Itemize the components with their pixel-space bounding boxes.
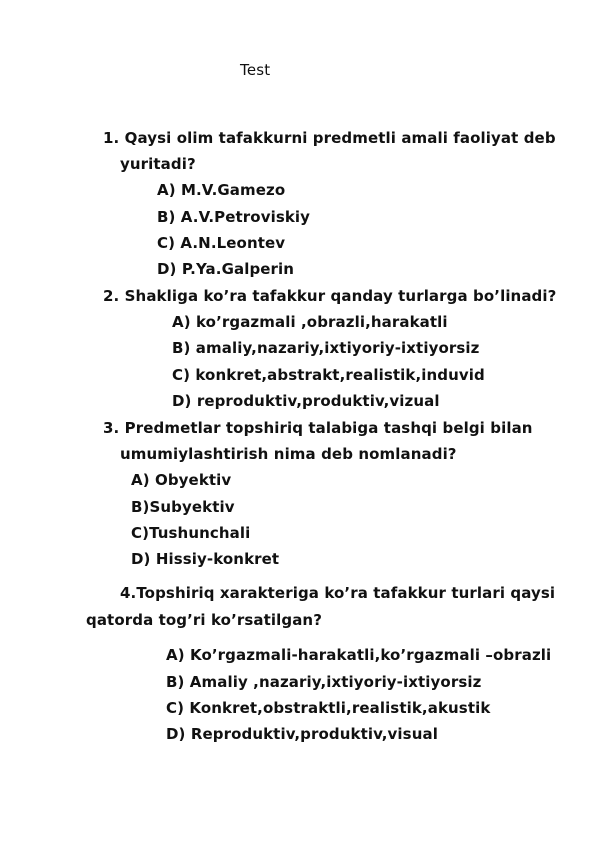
question-3-text-cont: umumiylashtirish nima deb nomlanadi? [120, 445, 457, 463]
question-4-text: 4.Topshiriq xarakteriga ko’ra tafakkur turlari qaysi [120, 584, 556, 602]
question-4-option-d: D) Reproduktiv,produktiv,visual [166, 725, 438, 743]
question-2-option-d: D) reproduktiv,produktiv,vizual [172, 392, 440, 410]
question-2-text: 2. Shakliga ko’ra tafakkur qanday turlarga bo’linadi? [103, 287, 557, 305]
question-1-option-c: C) A.N.Leontev [157, 234, 286, 252]
question-3-text: 3. Predmetlar topshiriq talabiga tashqi belgi bilan [103, 419, 533, 437]
question-2-option-c: C) konkret,abstrakt,realistik,induvid [172, 366, 485, 384]
question-2-option-a: A) ko’rgazmali ,obrazli,harakatli [172, 313, 448, 331]
question-4-option-a: A) Ko’rgazmali-harakatli,ko’rgazmali –obrazli [166, 646, 552, 664]
question-4-text-cont: qatorda tog’ri ko’rsatilgan? [86, 611, 323, 629]
question-1-option-b: B) A.V.Petroviskiy [157, 208, 311, 226]
question-2-option-b: B) amaliy,nazariy,ixtiyoriy-ixtiyorsiz [172, 339, 480, 357]
page-title: Test [240, 61, 271, 79]
question-1-option-a: A) M.V.Gamezo [157, 181, 286, 199]
question-1-option-d: D) P.Ya.Galperin [157, 260, 295, 278]
question-4-option-b: B) Amaliy ,nazariy,ixtiyoriy-ixtiyorsiz [166, 673, 482, 691]
question-3-option-c: C)Tushunchali [131, 524, 251, 542]
question-1-text-cont: yuritadi? [120, 155, 196, 173]
question-1-text: 1. Qaysi olim tafakkurni predmetli amali faoliyat deb [103, 129, 556, 147]
question-3-option-a: A) Obyektiv [131, 471, 232, 489]
question-4-option-c: C) Konkret,obstraktli,realistik,akustik [166, 699, 491, 717]
question-3-option-b: B)Subyektiv [131, 498, 235, 516]
question-3-option-d: D) Hissiy-konkret [131, 550, 280, 568]
